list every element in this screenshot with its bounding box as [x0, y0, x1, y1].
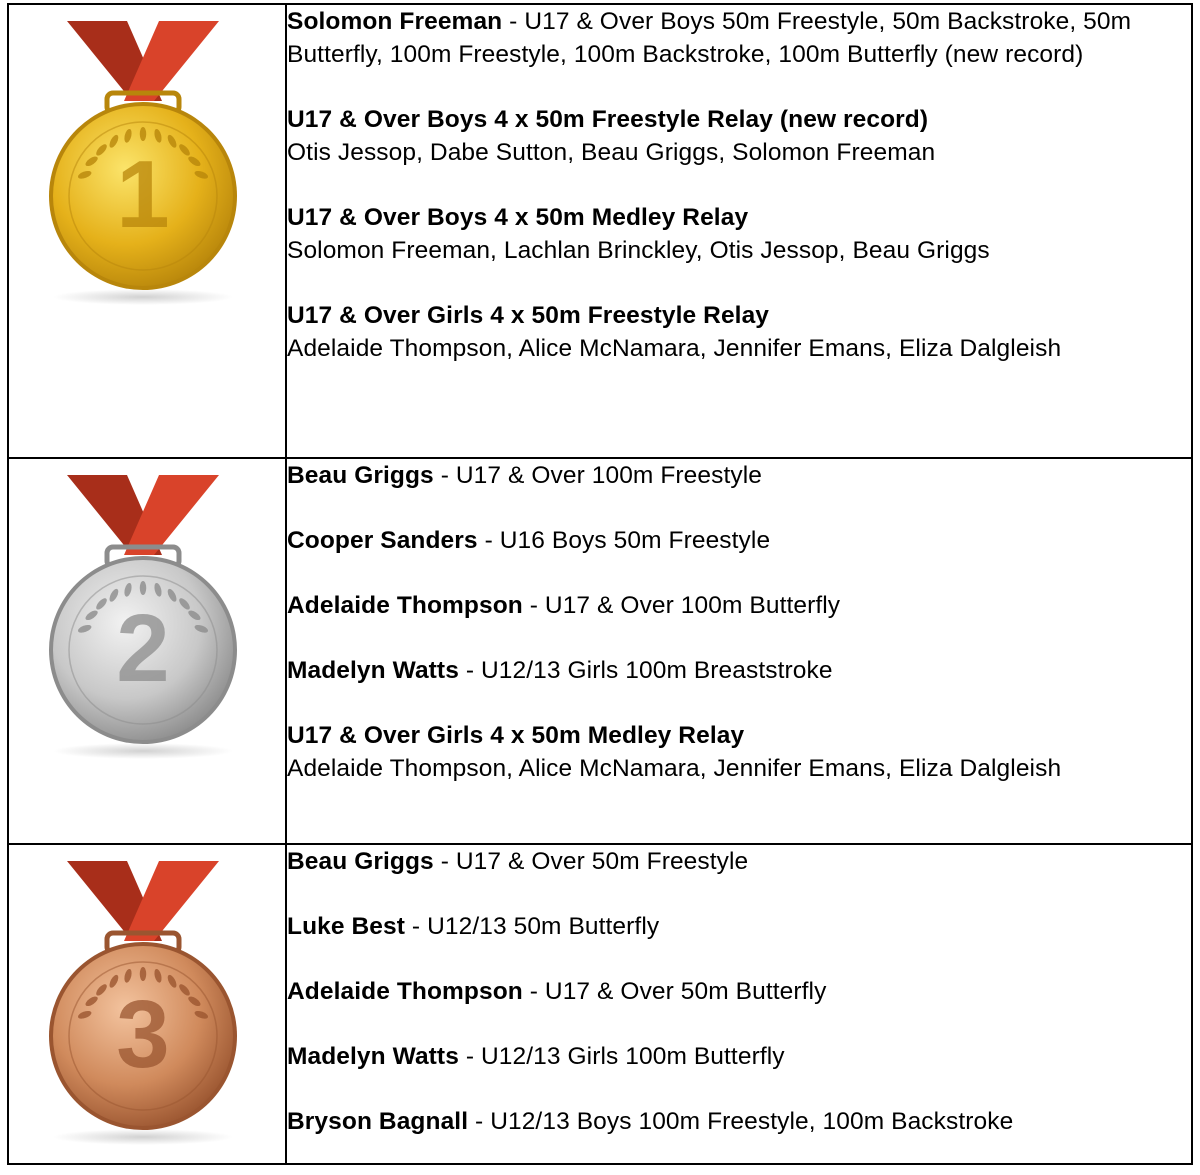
gold-results [286, 4, 1192, 458]
athlete-name: Luke Best [287, 913, 405, 940]
svg-text:2: 2 [116, 595, 170, 702]
silver-entry: Madelyn Watts - U12/13 Girls 100m Breaststroke [287, 657, 833, 684]
relay-title: U17 & Over Girls 4 x 50m Medley Relay [287, 722, 745, 749]
athlete-name: Beau Griggs [287, 848, 434, 875]
event-list: U12/13 50m Butterfly [427, 913, 660, 940]
event-list: U12/13 Girls 100m Breaststroke [481, 657, 833, 684]
bronze-entry: Madelyn Watts - U12/13 Girls 100m Butterfly [287, 1043, 785, 1070]
athlete-name: Madelyn Watts [287, 657, 459, 684]
gold-medal-cell [8, 4, 286, 458]
gold-entry: Solomon Freeman - U17 & Over Boys 50m Freestyle, 50m Backstroke, 50m Butterfly, 100m Freestyle, 100m Backstroke, 100m Butterfly (new record) [287, 8, 1132, 68]
athlete-name: Adelaide Thompson [287, 978, 523, 1005]
event-list: U17 & Over 50m Butterfly [544, 978, 827, 1005]
gold-relay [287, 299, 1191, 365]
relay-title: U17 & Over Boys 4 x 50m Medley Relay [287, 204, 749, 231]
event-list: U17 & Over Boys 50m Freestyle, 50m Backstroke, 50m Butterfly, 100m Freestyle, 100m Backstroke, 100m Butterfly (new record) [287, 8, 1132, 68]
svg-text:1: 1 [116, 141, 170, 248]
gold-medal-icon [37, 21, 249, 311]
gold-relay [287, 201, 1191, 267]
athlete-name: Solomon Freeman [287, 8, 503, 35]
gold-relay [287, 103, 1191, 169]
silver-results [286, 458, 1192, 844]
silver-row [8, 458, 1192, 844]
relay-members: Adelaide Thompson, Alice McNamara, Jennifer Emans, Eliza Dalgleish [287, 335, 1062, 362]
relay-members: Otis Jessop, Dabe Sutton, Beau Griggs, Solomon Freeman [287, 139, 936, 166]
event-list: U17 & Over 50m Freestyle [455, 848, 749, 875]
silver-relay [287, 719, 1191, 785]
relay-title: U17 & Over Girls 4 x 50m Freestyle Relay [287, 302, 770, 329]
relay-members: Solomon Freeman, Lachlan Brinckley, Otis Jessop, Beau Griggs [287, 237, 990, 264]
event-list: U12/13 Boys 100m Freestyle, 100m Backstroke [490, 1108, 1014, 1135]
athlete-name: Beau Griggs [287, 462, 434, 489]
bronze-entry: Bryson Bagnall - U12/13 Boys 100m Freestyle, 100m Backstroke [287, 1108, 1014, 1135]
bronze-medal-icon [37, 861, 249, 1151]
relay-title: U17 & Over Boys 4 x 50m Freestyle Relay (new record) [287, 106, 929, 133]
svg-text:3: 3 [116, 981, 170, 1088]
bronze-row [8, 844, 1192, 1164]
silver-entry: Beau Griggs - U17 & Over 100m Freestyle [287, 462, 763, 489]
athlete-name: Cooper Sanders [287, 527, 478, 554]
event-list: U16 Boys 50m Freestyle [499, 527, 771, 554]
relay-members: Adelaide Thompson, Alice McNamara, Jennifer Emans, Eliza Dalgleish [287, 755, 1062, 782]
athlete-name: Bryson Bagnall [287, 1108, 469, 1135]
athlete-name: Madelyn Watts [287, 1043, 459, 1070]
silver-entry: Adelaide Thompson - U17 & Over 100m Butterfly [287, 592, 841, 619]
silver-entry: Cooper Sanders - U16 Boys 50m Freestyle [287, 527, 771, 554]
event-list: U17 & Over 100m Butterfly [544, 592, 841, 619]
silver-medal-icon [37, 475, 249, 765]
bronze-medal-cell [8, 844, 286, 1164]
bronze-entry: Beau Griggs - U17 & Over 50m Freestyle [287, 848, 749, 875]
bronze-entry: Adelaide Thompson - U17 & Over 50m Butterfly [287, 978, 827, 1005]
medal-results-table [7, 3, 1193, 1165]
athlete-name: Adelaide Thompson [287, 592, 523, 619]
bronze-results [286, 844, 1192, 1164]
gold-row [8, 4, 1192, 458]
event-list: U12/13 Girls 100m Butterfly [481, 1043, 785, 1070]
silver-medal-cell [8, 458, 286, 844]
event-list: U17 & Over 100m Freestyle [455, 462, 763, 489]
bronze-entry: Luke Best - U12/13 50m Butterfly [287, 913, 660, 940]
